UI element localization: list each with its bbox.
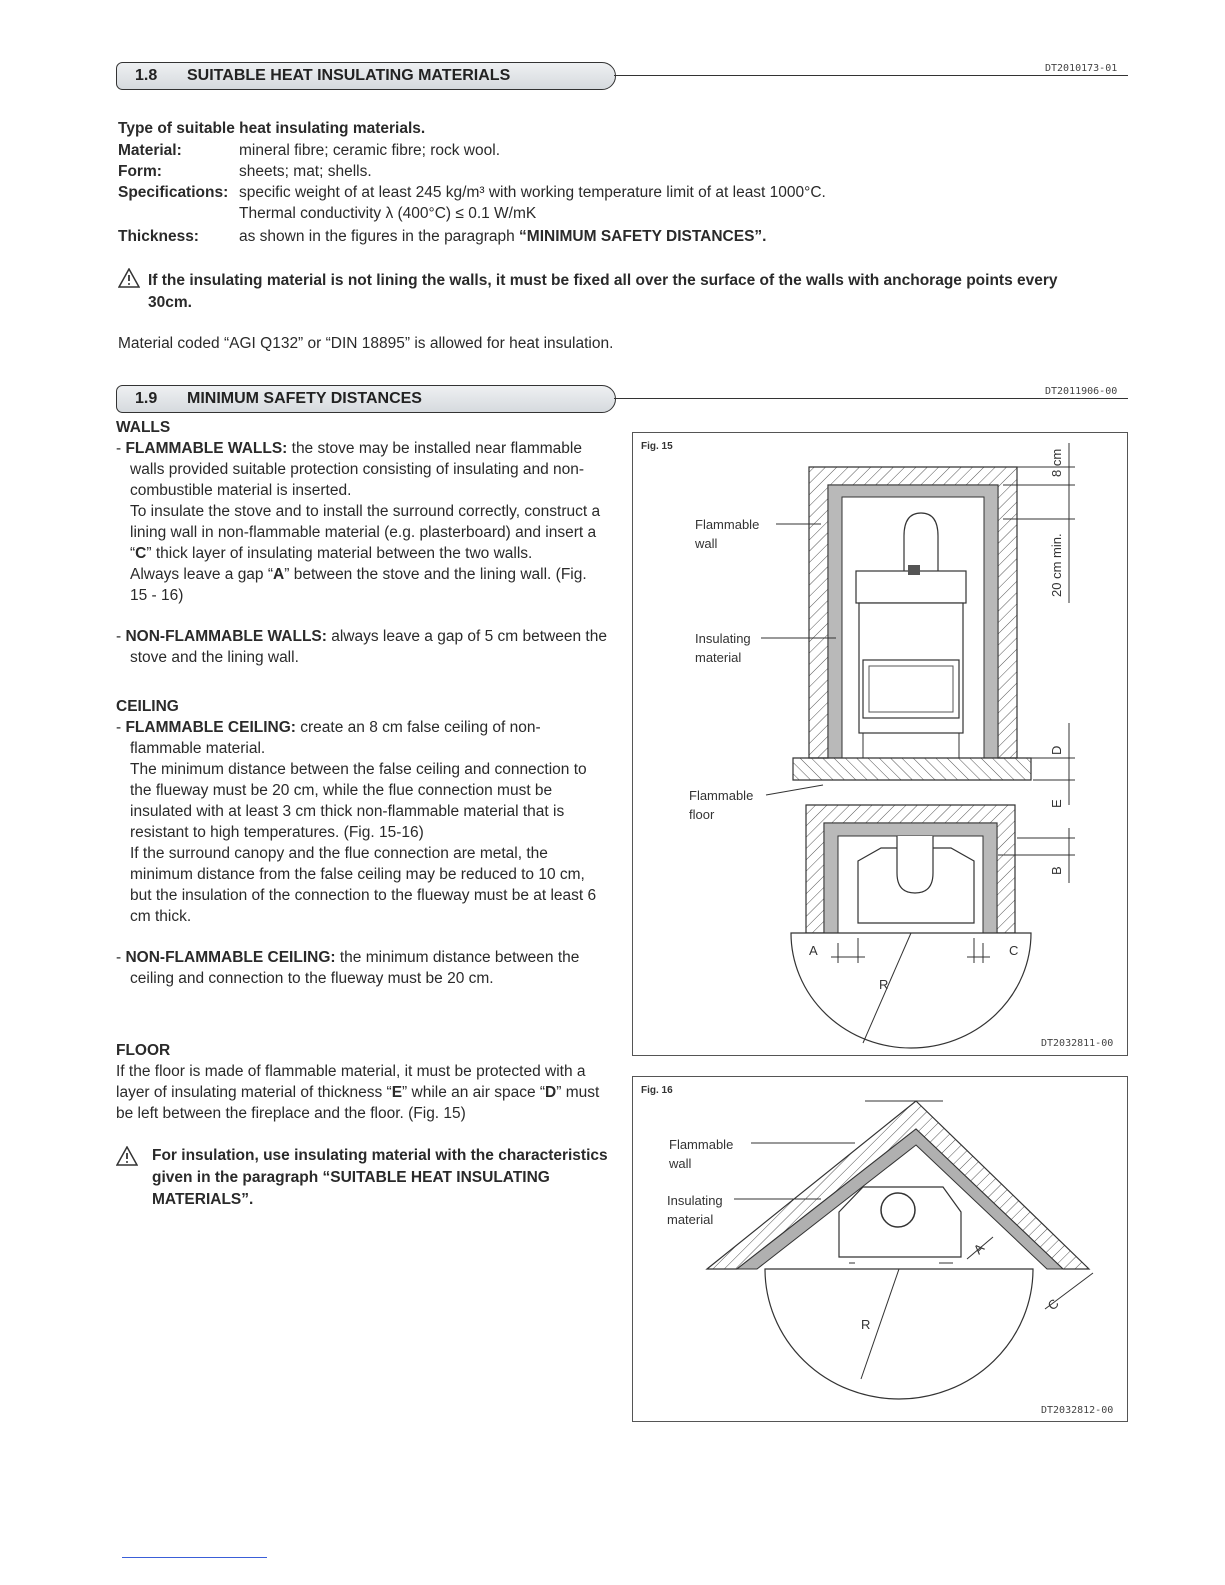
fig16-flammable-wall-label-2: wall [669, 1156, 692, 1171]
ceiling-block [116, 696, 608, 989]
section-1-9-code: DT2011906-00 [1045, 386, 1118, 397]
walls-p3-text-a: Always leave a gap “ [130, 566, 274, 583]
figure-16-code: DT2032812-00 [1041, 1405, 1114, 1416]
floor-text-a: If the floor is made of flammable material, it must be protected with a layer of insulating material of thickness “ [116, 1063, 586, 1101]
section-1-9-header [116, 385, 1128, 413]
nonflammable-walls-label: NON-FLAMMABLE WALLS: [125, 628, 327, 645]
walls-p2-text-b: ” thick layer of insulating material between the two walls. [146, 545, 533, 562]
section-1-8-header [116, 62, 1128, 90]
insulating-intro: Type of suitable heat insulating materials. [118, 120, 426, 137]
figure-15 [632, 432, 1128, 1056]
floor-text-c: ” must be left between the fireplace and the floor. (Fig. 15) [116, 1084, 600, 1122]
fig15-insulating-label-1: Insulating [695, 631, 751, 646]
fig15-insulating-label-2: material [695, 650, 742, 665]
walls-block [116, 417, 608, 668]
nonflammable-walls-item: - NON-FLAMMABLE WALLS: always leave a gap of 5 cm between the stove and the lining wall. [116, 628, 607, 666]
plan-view [791, 805, 1031, 1048]
spec-value-bold: “MINIMUM SAFETY DISTANCES”. [519, 228, 767, 245]
spec-value: mineral fibre; ceramic fibre; rock wool. [239, 142, 500, 159]
stove-plan-16 [839, 1187, 961, 1263]
nonflammable-ceiling-text: the minimum distance between the ceiling and connection to the flueway must be 20 cm. [130, 949, 580, 987]
spec-value [239, 226, 766, 247]
spec-key: Form: [118, 163, 162, 180]
section-1-9-number: 1.9 [135, 390, 158, 407]
corner-hearth [765, 1269, 1033, 1399]
section-1-9-title: MINIMUM SAFETY DISTANCES [187, 390, 422, 407]
warning-fixing-line2: 30cm. [148, 294, 192, 311]
walls-p3-text-b: ” between the stove and the lining wall. (Fig. 15 - 16) [130, 566, 587, 604]
section-1-8-title: SUITABLE HEAT INSULATING MATERIALS [187, 67, 511, 84]
fig15-dim-B: B [1049, 866, 1064, 875]
warning-fixing-line1: If the insulating material is not lining the walls, it must be fixed all over the surface of the walls with anchorage points every [148, 272, 1058, 289]
floor-block [116, 1040, 610, 1124]
flammable-walls-label: FLAMMABLE WALLS: [125, 440, 288, 457]
flammable-ceiling-item: - FLAMMABLE CEILING: create an 8 cm false ceiling of non-flammable material. [116, 719, 541, 757]
spec-value: specific weight of at least 245 kg/m³ with working temperature limit of at least 1000°C. [239, 184, 826, 201]
fig16-dim-C: C [1044, 1295, 1062, 1314]
warning-insulation-text: For insulation, use insulating material with the characteristics given in the paragraph “SUITABLE HEAT INSULATING MATERIALS”. [152, 1147, 608, 1208]
walls-paragraph-3 [116, 564, 608, 606]
fig15-flammable-wall-label-2: wall [695, 536, 718, 551]
fig15-flammable-floor-label-2: floor [689, 807, 715, 822]
floor-D: D [545, 1084, 557, 1101]
fig15-dim-A: A [809, 943, 818, 958]
section-1-9-rule [614, 398, 1128, 399]
stove-front [856, 565, 966, 758]
spec-key: Thickness: [118, 228, 199, 245]
flammable-walls-item: - FLAMMABLE WALLS: the stove may be installed near flammable walls provided suitable protection consisting of insulating and non-combustible material is inserted. [116, 440, 585, 499]
figure-15-label: Fig. 15 [641, 441, 673, 452]
figure-16 [632, 1076, 1128, 1422]
walls-p2-c: C [135, 545, 147, 562]
fig15-flammable-wall-label-1: Flammable [695, 517, 760, 532]
spec-value-text: as shown in the figures in the paragraph [239, 228, 520, 245]
section-1-8-title-pill [116, 62, 616, 90]
warning-insulation [116, 1145, 610, 1211]
fig16-insulating-label-1: Insulating [667, 1193, 723, 1208]
floor-E: E [391, 1084, 403, 1101]
fig16-dim-R: R [861, 1317, 871, 1332]
figure-15-code: DT2032811-00 [1041, 1038, 1114, 1049]
ceiling-heading: CEILING [116, 698, 179, 715]
fig15-dim-8cm: 8 cm [1049, 448, 1064, 477]
fig15-dim-D: D [1049, 745, 1064, 755]
fig15-dim-E: E [1049, 799, 1064, 808]
spec-value: Thermal conductivity λ (400°C) ≤ 0.1 W/mK [239, 205, 537, 222]
walls-p2-text-a: To insulate the stove and to install the surround correctly, construct a lining wall in non-flammable material (e.g. plasterboard) and insert a “ [130, 503, 601, 562]
ceiling-paragraph-3: If the surround canopy and the flue connection are metal, the minimum distance from the false ceiling may be reduced to 10 cm, but the insulation of the connection to the flueway must be at least 6 cm thick. [130, 845, 597, 925]
bottom-link-underline [122, 1557, 267, 1558]
walls-paragraph-2 [116, 501, 608, 564]
fig15-flammable-floor-label-1: Flammable [689, 788, 754, 803]
figure-16-drawing [633, 1077, 1127, 1421]
section-1-9-title-pill [116, 385, 616, 413]
flammable-ceiling-label: FLAMMABLE CEILING: [125, 719, 296, 736]
section-1-8-code: DT2010173-01 [1045, 63, 1118, 74]
section-1-8-rule [614, 75, 1128, 76]
figure-16-label: Fig. 16 [641, 1085, 673, 1096]
nonflammable-ceiling-item: - NON-FLAMMABLE CEILING: the minimum distance between the ceiling and connection to the flueway must be 20 cm. [116, 949, 580, 987]
warning-triangle-icon [116, 1146, 138, 1166]
section-1-8-number: 1.8 [135, 67, 158, 84]
nonflammable-walls-text: always leave a gap of 5 cm between the stove and the lining wall. [130, 628, 607, 666]
figure-15-drawing [633, 433, 1127, 1055]
spec-key: Specifications: [118, 184, 229, 201]
floor-layer [793, 758, 1031, 780]
fig15-dim-R: R [879, 977, 889, 992]
material-coded-note: Material coded “AGI Q132” or “DIN 18895” is allowed for heat insulation. [118, 335, 614, 352]
floor-text [116, 1061, 610, 1124]
flammable-walls-text: the stove may be installed near flammable walls provided suitable protection consisting of insulating and non-combustible material is inserted. [130, 440, 585, 499]
walls-p3-A: A [273, 566, 285, 583]
flammable-ceiling-text: create an 8 cm false ceiling of non-flammable material. [130, 719, 541, 757]
warning-triangle-icon [118, 268, 140, 288]
fig16-flammable-wall-label-1: Flammable [669, 1137, 734, 1152]
flue-pipe [904, 513, 938, 571]
fig15-dim-20cm: 20 cm min. [1049, 533, 1064, 597]
spec-value: sheets; mat; shells. [239, 163, 372, 180]
floor-text-b: ” while an air space “ [402, 1084, 546, 1101]
fig15-dim-C: C [1009, 943, 1019, 958]
ceiling-paragraph-2: The minimum distance between the false ceiling and connection to the flueway must be 20 cm, while the flue connection must be insulated with at least 3 cm thick non-flammable material that is resistant to high temperatures. (Fig. 15-16) [130, 761, 587, 841]
floor-heading: FLOOR [116, 1042, 171, 1059]
nonflammable-ceiling-label: NON-FLAMMABLE CEILING: [125, 949, 336, 966]
fig16-dim-A: A [970, 1240, 988, 1258]
spec-key: Material: [118, 142, 182, 159]
fig16-insulating-label-2: material [667, 1212, 714, 1227]
warning-fixing [118, 268, 1130, 314]
walls-heading: WALLS [116, 419, 171, 436]
